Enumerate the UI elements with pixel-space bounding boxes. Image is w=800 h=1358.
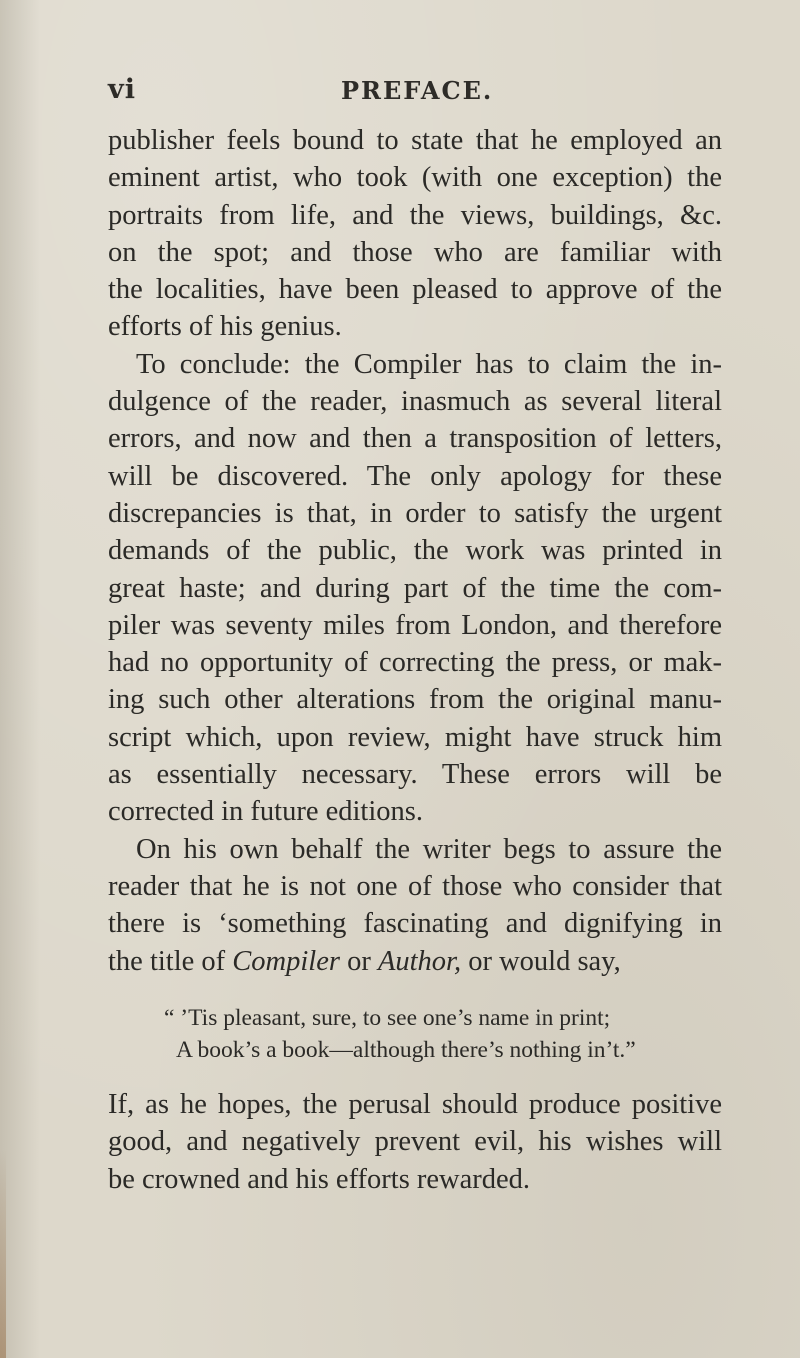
text-line: great haste; and during part of the time the com- — [108, 572, 722, 604]
text-line: reader that he is not one of those who consider that — [108, 870, 722, 902]
verse-line: A book’s a book—although there’s nothing in’t.” — [176, 1037, 636, 1063]
title-line-middle: or — [339, 945, 378, 977]
text-line: efforts of his genius. — [108, 311, 342, 343]
running-head — [108, 74, 718, 114]
text-line: On his own behalf the writer begs to assure the — [136, 833, 722, 865]
text-line: errors, and now and then a transposition of letters, — [108, 423, 722, 455]
text-line: corrected in future editions. — [108, 796, 423, 828]
text-line-titles — [108, 943, 722, 980]
text-line: be crowned and his efforts rewarded. — [108, 1163, 531, 1195]
title-word-author: Author, — [377, 945, 462, 977]
text-line: eminent artist, who took (with one exception) the — [108, 162, 722, 194]
text-line: good, and negatively prevent evil, his wishes will — [108, 1126, 722, 1158]
running-head-title: PREFACE. — [341, 76, 494, 105]
body-text — [108, 122, 722, 1195]
text-line: script which, upon review, might have struck him — [108, 721, 722, 753]
title-line-prefix: the title of — [108, 945, 233, 977]
text-line: the localities, have been pleased to approve of the — [108, 274, 722, 306]
text-line: To conclude: the Compiler has to claim the in- — [136, 348, 722, 380]
page-edge-stain — [0, 1150, 6, 1358]
text-line: discrepancies is that, in order to satisfy the urgent — [108, 497, 722, 529]
closing-paragraph — [108, 1086, 722, 1198]
text-line: dulgence of the reader, inasmuch as several literal — [108, 386, 722, 418]
text-line: as essentially necessary. These errors will be — [108, 759, 722, 791]
text-line: publisher feels bound to state that he employed an — [108, 125, 722, 156]
text-line: will be discovered. The only apology for these — [108, 460, 722, 492]
text-line: If, as he hopes, the perusal should produce positive — [108, 1089, 722, 1120]
text-line: had no opportunity of correcting the press, or mak- — [108, 647, 722, 679]
page-number: vi — [108, 74, 136, 105]
text-line: there is ‘something fascinating and dignifying in — [108, 908, 722, 940]
text-line: piler was seventy miles from London, and therefore — [108, 609, 722, 641]
text-line: on the spot; and those who are familiar with — [108, 236, 722, 268]
verse-quotation — [108, 1002, 722, 1066]
text-line: ing such other alterations from the original manu- — [108, 684, 722, 716]
title-line-suffix: or would say, — [461, 945, 621, 977]
title-word-compiler: Compiler — [232, 945, 340, 977]
page-edge-shadow — [0, 0, 40, 1358]
text-line: demands of the public, the work was printed in — [108, 535, 722, 567]
verse-line: “ ’Tis pleasant, sure, to see one’s name in print; — [164, 1005, 611, 1031]
text-line: portraits from life, and the views, buildings, &c. — [108, 199, 722, 231]
